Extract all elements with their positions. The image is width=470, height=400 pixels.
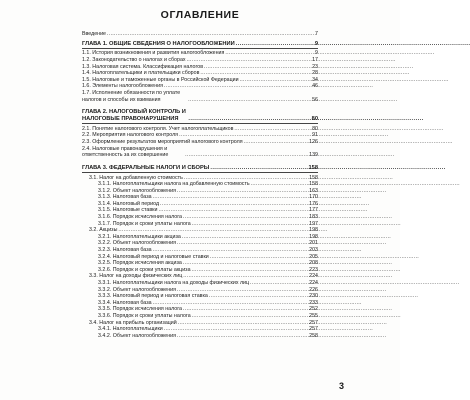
toc-entry-page: 56 [312,96,318,103]
toc-entry[interactable] [82,240,318,247]
toc-entry-label: 3.3.6. Порядок и сроки уплаты налога [98,312,191,319]
leader-dots [178,320,308,327]
toc-entry-label: 3.1.7. Порядок и сроки уплаты налога [98,220,191,227]
leader-dots [179,132,311,139]
toc-entry[interactable] [82,214,318,221]
toc-entry-page: 46 [312,83,318,90]
leader-dots [225,50,314,57]
toc-entry[interactable] [82,175,318,182]
toc-entry-label: 3.1.5. Налоговые ставки [98,207,158,214]
table-of-contents [82,31,318,339]
leader-dots [153,194,309,201]
toc-entry[interactable] [82,83,318,90]
chapter-page: 80 [311,115,318,122]
toc-entry[interactable] [82,234,318,241]
toc-entry[interactable] [82,57,318,64]
toc-entry-label: 2.4. Налоговые правонарушения и ответственность за их совершение [82,145,169,159]
leader-dots [164,83,311,90]
toc-entry-label: 1.7. Исполнение обязанности по уплате налогов и способы их взимания [82,89,181,103]
toc-entry-label: 3.1.3. Налоговая база [98,194,152,201]
toc-entry-page: 203 [309,247,318,254]
toc-entry-label: 3.3.2. Объект налогообложения [98,286,176,293]
toc-entry[interactable] [82,132,318,139]
toc-entry[interactable] [82,188,318,195]
toc-entry[interactable] [82,139,318,146]
toc-entry-page: 139 [309,152,318,159]
toc-entry-label: 2.1. Понятие налогового контроля. Учет налогоплательщиков [82,125,234,132]
chapter-divider [82,48,318,49]
leader-dots [183,273,308,280]
toc-entry-page: 28 [312,70,318,77]
toc-entry[interactable] [82,306,318,313]
leader-dots [192,313,309,320]
toc-entry-label: Введение [82,31,106,37]
toc-entry-page: 224 [309,273,318,280]
chapter-heading: ГЛАВА 1. ОБЩИЕ СВЕДЕНИЯ О НАЛОГООБЛОЖЕНИИ [82,40,235,47]
toc-entry-page: 197 [309,220,318,227]
toc-chapter-3[interactable] [82,165,318,172]
toc-entry-page: 257 [309,319,318,326]
page-number: 3 [339,381,345,391]
toc-entry-page: 23 [312,63,318,70]
toc-entry-page: 17 [312,56,318,63]
toc-entry-page: 230 [309,293,318,300]
leader-dots [158,207,308,214]
toc-entry[interactable] [82,146,318,159]
toc-entry-label: 3.3.5. Порядок исчисления налога [98,306,182,313]
toc-entry[interactable] [82,181,318,188]
leader-dots [244,139,309,146]
leader-dots [160,201,308,208]
toc-entry[interactable] [82,207,318,214]
chapter-divider [82,172,318,173]
toc-entry-label: 3.2.3. Налоговая база [98,247,152,254]
toc-entry-page: 233 [309,299,318,306]
toc-entry-label: 3.4. Налог на прибыль организаций [89,319,177,326]
toc-entry-page: 183 [309,214,318,221]
toc-entry-page: 163 [309,187,318,194]
leader-dots [210,254,308,261]
toc-entry-label: 3.1.2. Объект налогообложения [98,187,176,194]
leader-dots [200,70,311,77]
toc-entry-label: 1.1. История возникновения и развития налогообложения [82,50,225,57]
toc-entry-page: 9 [315,50,318,57]
toc-entry-label: 2.2. Мероприятия налогового контроля [82,132,179,139]
toc-entry[interactable] [82,254,318,261]
toc-entry-page: 223 [309,266,318,273]
toc-entry[interactable] [82,260,318,267]
toc-entry-label: 3.1.4. Налоговый период [98,200,160,207]
leader-dots [251,181,309,188]
leader-dots [153,300,309,307]
toc-entry-label: 3.4.2. Объект налогообложения [98,332,176,339]
toc-entry-page: 226 [309,286,318,293]
chapter-heading: ГЛАВА 2. НАЛОГОВЫЙ КОНТРОЛЬ И НАЛОГОВЫЕ ПРАВОНАРУШЕНИЯ [82,109,186,122]
chapter-heading: ГЛАВА 3. ФЕДЕРАЛЬНЫЕ НАЛОГИ И СБОРЫ [82,164,210,171]
toc-entry[interactable] [82,201,318,208]
toc-entry[interactable] [82,333,318,340]
toc-entry-label: 1.5. Налоговые и таможенные органы в Российской Федерации [82,76,239,83]
leader-dots [164,326,308,333]
toc-entry-label: 3.2.1. Налогоплательщики акциза [98,233,181,240]
leader-dots [209,293,308,300]
toc-entry-page: 176 [309,200,318,207]
toc-entry-page: 257 [309,326,318,333]
toc-entry[interactable] [82,247,318,254]
toc-entry-intro[interactable] [82,31,318,38]
toc-entry-label: 3.2.6. Порядок и сроки уплаты акциза [98,266,191,273]
toc-entry[interactable] [82,280,318,287]
leader-dots [153,247,309,254]
leader-dots [234,126,311,133]
leader-dots [188,116,310,123]
chapter-divider [82,123,318,124]
leader-dots [183,214,308,221]
toc-entry[interactable] [82,90,318,103]
toc-entry[interactable] [82,320,318,327]
toc-entry[interactable] [82,326,318,333]
leader-dots [187,57,312,64]
leader-dots [177,240,308,247]
toc-entry[interactable] [82,50,318,57]
toc-entry[interactable] [82,293,318,300]
toc-entry[interactable] [82,194,318,201]
chapter-page: 158 [308,164,318,171]
leader-dots [107,31,314,38]
leader-dots [183,260,308,267]
toc-entry-label: 3.1.6. Порядок исчисления налога [98,214,182,221]
toc-entry[interactable] [82,221,318,228]
toc-entry[interactable] [82,273,318,280]
leader-dots [184,175,308,182]
leader-dots [192,221,309,228]
toc-entry-page: 224 [309,280,318,286]
toc-entry-label: 3.4.1. Налогоплательщики [98,326,163,333]
toc-entry-label: 1.2. Законодательство о налогах и сборах [82,56,186,63]
toc-entry-page: 80 [312,125,318,132]
leader-dots [236,41,314,48]
toc-entry-page: 91 [312,132,318,139]
toc-entry-page: 198 [309,227,318,234]
toc-entry[interactable] [82,227,318,234]
leader-dots [182,234,308,241]
toc-entry-page: 255 [309,312,318,319]
toc-entry-label: 2.3. Оформление результатов мероприятий налогового контроля [82,138,243,145]
toc-entry-page: 252 [309,306,318,313]
toc-entry-label: 3.2.4. Налоговый период и налоговые ставки [98,253,209,260]
toc-entry[interactable] [82,64,318,71]
toc-entry-label: 3.2.5. Порядок исчисления акциза [98,260,182,267]
toc-entry-label: 3.2.2. Объект налогообложения [98,240,176,247]
toc-entry-label: 3.1. Налог на добавленную стоимость [89,174,183,181]
chapter-page: 9 [314,40,318,47]
leader-dots [192,267,309,274]
toc-entry-page: 258 [309,332,318,339]
toc-entry-label: 3.3.4. Налоговая база [98,299,152,306]
toc-entry-label: 1.4. Налогоплательщики и плательщики сборов [82,70,200,77]
leader-dots [177,188,308,195]
toc-entry-label: 1.6. Элементы налогообложения [82,83,163,90]
toc-entry-page: 205 [309,253,318,260]
toc-entry[interactable] [82,267,318,274]
toc-entry[interactable] [82,70,318,77]
leader-dots [183,306,308,313]
toc-entry-page: 170 [309,194,318,201]
toc-entry-label: 1.3. Налоговая система. Классификация налогов [82,63,204,70]
toc-entry-page: 158 [309,181,318,188]
toc-entry[interactable] [82,313,318,320]
leader-dots [210,165,307,172]
toc-chapter-2[interactable] [82,109,318,123]
toc-chapter-1[interactable] [82,41,318,48]
leader-dots [204,64,311,71]
toc-title: ОГЛАВЛЕНИЕ [160,9,240,21]
leader-dots [177,333,308,340]
toc-entry-label: 3.3. Налог на доходы физических лиц [89,273,183,280]
chapter-3-entries [82,175,318,340]
toc-entry-label: 3.3.3. Налоговый период и налоговая ставка [98,293,208,300]
toc-entry-page: 34 [312,76,318,83]
toc-entry[interactable] [82,77,318,84]
leader-dots [118,227,308,234]
leader-dots [250,280,308,287]
toc-entry[interactable] [82,300,318,307]
toc-entry-page: 198 [309,233,318,240]
toc-entry-page: 177 [309,207,318,214]
toc-entry-page: 201 [309,240,318,247]
toc-entry-label: 3.3.1. Налогоплательщики налога на доходы физических лиц [98,280,250,286]
toc-entry-page: 158 [309,174,318,181]
toc-entry-label: 3.2. Акцизы [89,227,118,234]
leader-dots [188,97,311,104]
leader-dots [240,77,312,84]
toc-entry-page: 7 [315,31,318,37]
toc-entry[interactable] [82,126,318,133]
toc-entry-label: 3.1.1. Налогоплательщики налога на добавленную стоимость [98,181,250,188]
toc-entry-page: 126 [309,138,318,145]
toc-entry-page: 208 [309,260,318,267]
leader-dots [185,152,308,159]
